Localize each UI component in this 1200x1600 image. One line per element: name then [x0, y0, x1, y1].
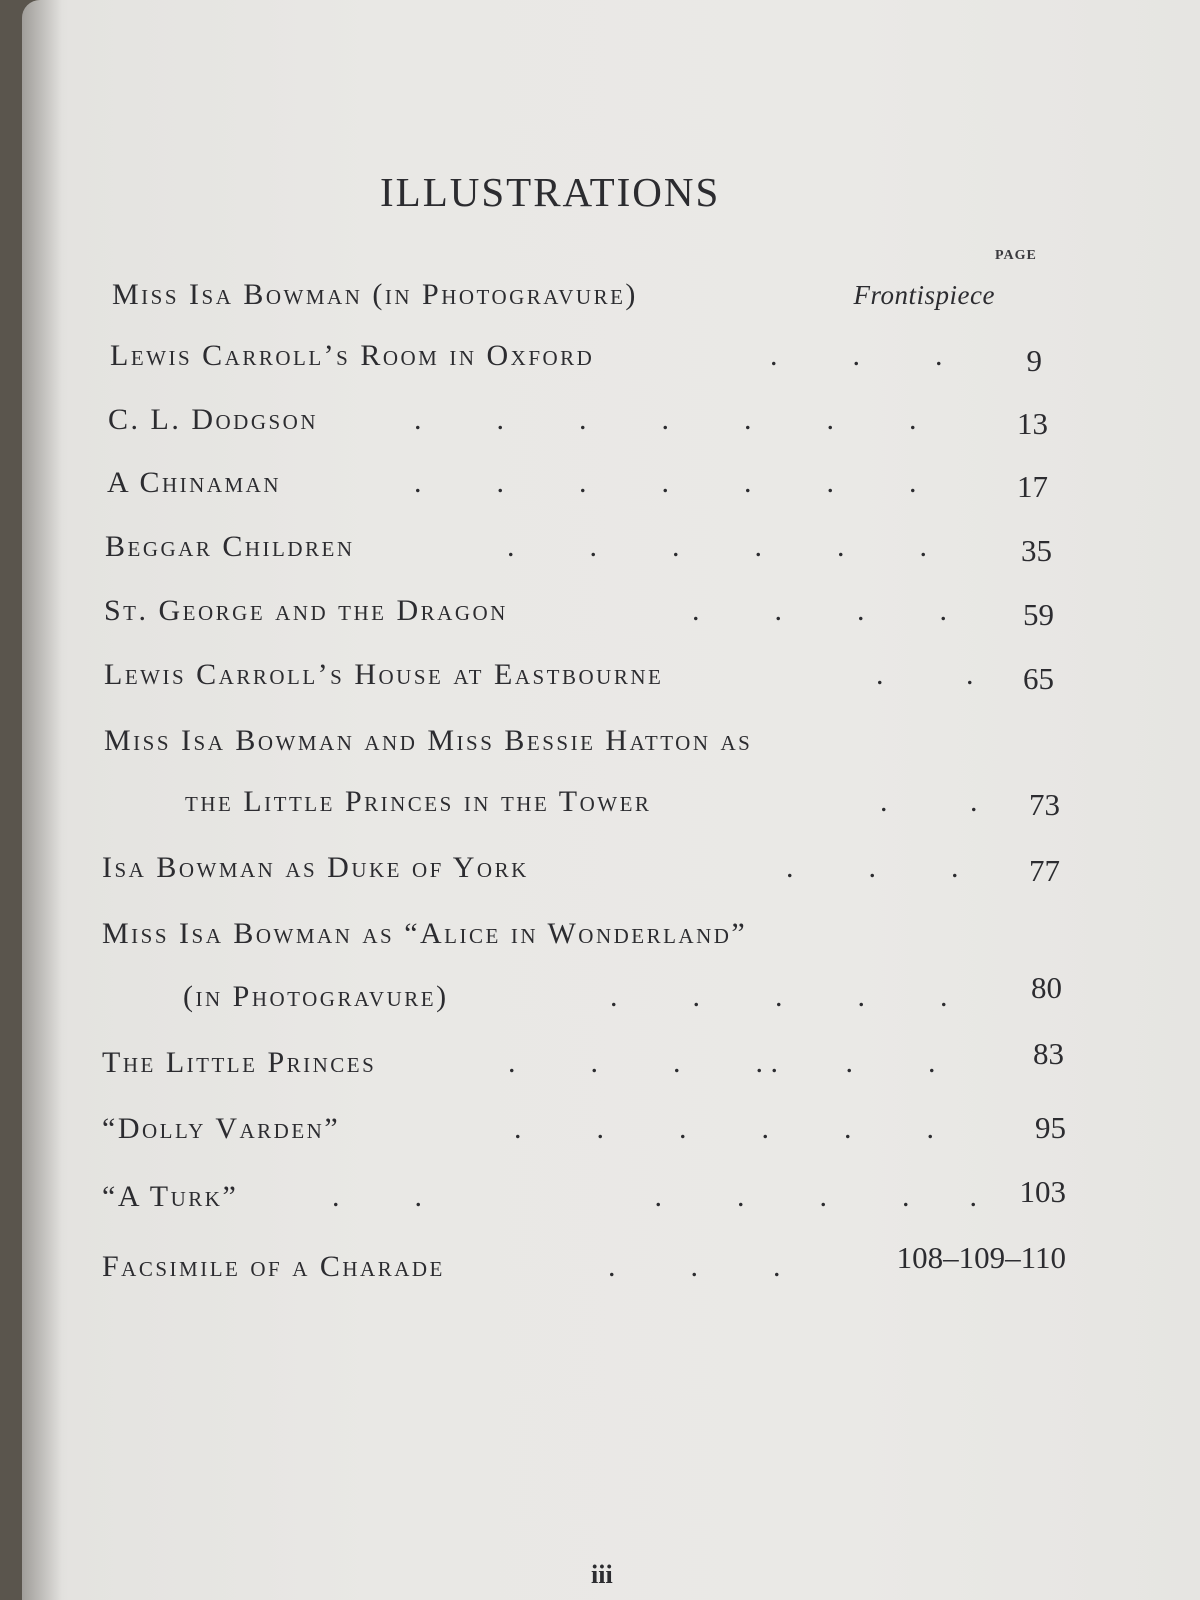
entry-page: 95: [1035, 1110, 1066, 1145]
entry-page: 103: [1019, 1174, 1066, 1209]
dot-leader: . . . .: [692, 594, 947, 627]
entry-page: 9: [1026, 343, 1042, 378]
entry-title: Facsimile of a Charade: [102, 1250, 445, 1283]
page-title: ILLUSTRATIONS: [380, 169, 721, 215]
entry-title: St. George and the Dragon: [104, 594, 508, 627]
dot-leader: . .: [880, 785, 978, 818]
entry-title: Lewis Carroll’s House at Eastbourne: [104, 658, 664, 691]
entry-title: Lewis Carroll’s Room in Oxford: [110, 339, 595, 372]
entry-title: A Chinaman: [107, 466, 282, 499]
dot-leader: . . .: [608, 1250, 781, 1283]
entry-title: “A Turk”: [102, 1180, 239, 1213]
dot-leader: . . . . . .: [507, 530, 927, 563]
page-column-label: PAGE: [995, 248, 1037, 263]
entry-page: 17: [1017, 469, 1048, 504]
entry-title: Miss Isa Bowman (in Photogravure): [112, 278, 638, 311]
entry-page: 83: [1033, 1036, 1064, 1071]
entry-title: The Little Princes: [102, 1046, 377, 1079]
dot-leader: . . . . . . .: [414, 466, 917, 499]
page-gutter-shadow: [22, 0, 62, 1600]
entry-title: “Dolly Varden”: [102, 1112, 341, 1145]
dot-leader: . .: [876, 658, 974, 691]
entry-title: Isa Bowman as Duke of York: [102, 851, 529, 884]
dot-leader: . . . . . . .: [414, 403, 917, 436]
page-number: iii: [591, 1560, 613, 1589]
entry-title: Miss Isa Bowman and Miss Bessie Hatton as: [104, 724, 753, 757]
entry-page: 59: [1023, 597, 1054, 632]
entry-page: 73: [1029, 787, 1060, 822]
entry-page: Frontispiece: [853, 280, 995, 310]
dot-leader: . . . . . . .: [508, 1046, 936, 1079]
entry-title: C. L. Dodgson: [108, 403, 319, 436]
entry-page: 77: [1029, 853, 1060, 888]
entry-page: 80: [1031, 970, 1062, 1005]
dot-leader: . . . . . . .: [332, 1180, 977, 1213]
dot-leader: . . .: [770, 339, 943, 372]
entry-page: 13: [1017, 406, 1048, 441]
entry-title: Miss Isa Bowman as “Alice in Wonderland”: [102, 917, 748, 950]
entry-page: 108–109–110: [896, 1240, 1066, 1275]
entry-title-continuation: the Little Princes in the Tower: [185, 785, 652, 818]
dot-leader: . . .: [786, 851, 959, 884]
dot-leader: . . . . . .: [514, 1112, 934, 1145]
dot-leader: . . . . .: [610, 980, 948, 1013]
entry-title-continuation: (in Photogravure): [183, 980, 449, 1013]
entry-page: 35: [1021, 533, 1052, 568]
entry-page: 65: [1023, 661, 1054, 696]
entry-title: Beggar Children: [105, 530, 355, 563]
